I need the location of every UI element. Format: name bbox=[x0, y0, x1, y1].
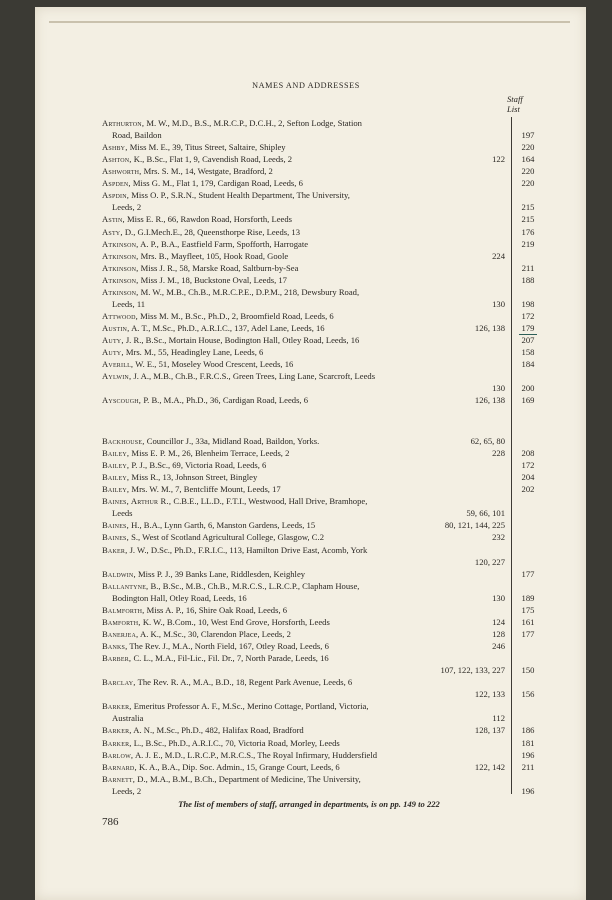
entry-surname: Barker, bbox=[102, 725, 132, 736]
entry-details: Mrs. S. M., 14, Westgate, Bradford, 2 bbox=[141, 166, 273, 177]
entry-line bbox=[102, 447, 505, 459]
entry-line bbox=[102, 358, 505, 370]
staff-list-ref bbox=[511, 761, 545, 773]
entry-line bbox=[102, 737, 505, 749]
staff-list-ref bbox=[511, 129, 545, 141]
staff-page: 196 bbox=[521, 785, 535, 796]
entry-line bbox=[102, 676, 505, 688]
entry-surname: Baines, bbox=[102, 532, 129, 543]
staff-page: 207 bbox=[521, 335, 535, 346]
staff-list-ref bbox=[511, 274, 545, 286]
staff-list-ref bbox=[511, 141, 545, 153]
entry-surname: Barlow, bbox=[102, 749, 134, 760]
entry-surname: Barnard, bbox=[102, 761, 137, 772]
index-entry bbox=[102, 495, 505, 519]
entry-page-refs: 224 bbox=[492, 250, 505, 261]
entry-line bbox=[102, 761, 505, 773]
index-entry bbox=[102, 117, 505, 141]
entry-details: Miss R., 13, Johnson Street, Bingley bbox=[129, 472, 258, 483]
entry-details: Mrs. W. M., 7, Bentcliffe Mount, Leeds, 17 bbox=[129, 484, 281, 495]
index-entry bbox=[102, 628, 505, 640]
entry-page-refs: 126, 138 bbox=[474, 323, 505, 334]
entry-line bbox=[102, 471, 505, 483]
staff-list-ref bbox=[511, 737, 545, 749]
entry-surname: Astin, bbox=[102, 214, 125, 225]
index-entry bbox=[102, 616, 505, 628]
entry-details: M. W., M.B., Ch.B., M.R.C.P.E., D.P.M., 218, Dewsbury Road, bbox=[138, 286, 360, 297]
staff-page: 211 bbox=[521, 262, 535, 273]
entry-details: A. J. E., M.D., L.R.C.P., M.R.C.S., The Royal Infirmary, Huddersfield bbox=[133, 749, 378, 760]
index-entry bbox=[102, 238, 505, 250]
entry-surname: Barber, bbox=[102, 653, 132, 664]
page-header: NAMES AND ADDRESSES bbox=[252, 81, 360, 90]
staff-list-ref bbox=[511, 322, 545, 335]
staff-page: 158 bbox=[521, 347, 535, 358]
entry-page-refs: 112 bbox=[492, 713, 505, 724]
staff-page: 179 bbox=[519, 322, 538, 335]
entry-surname: Backhouse, bbox=[102, 436, 145, 446]
staff-list-ref bbox=[511, 382, 545, 394]
entry-page-refs: 228 bbox=[492, 448, 505, 459]
entry-line bbox=[102, 346, 505, 358]
index-entry bbox=[102, 604, 505, 616]
staff-list-ref bbox=[511, 153, 545, 165]
staff-list-ref bbox=[511, 213, 545, 225]
entry-surname: Atkinson, bbox=[102, 262, 139, 273]
staff-page: 177 bbox=[521, 628, 535, 639]
staff-list-ref bbox=[511, 177, 545, 189]
staff-page: 197 bbox=[521, 130, 535, 140]
entry-line bbox=[102, 262, 505, 274]
entry-page-refs: 62, 65, 80 bbox=[470, 436, 505, 446]
entry-line bbox=[102, 640, 505, 652]
staff-page: 208 bbox=[521, 448, 535, 459]
index-entry bbox=[102, 640, 505, 652]
entry-page-refs: 232 bbox=[492, 532, 505, 543]
entry-line bbox=[102, 724, 505, 736]
staff-list-ref bbox=[511, 358, 545, 370]
entry-details: Miss M. E., 39, Titus Street, Saltaire, Shipley bbox=[127, 142, 286, 153]
entry-line bbox=[102, 213, 505, 225]
entry-surname: Aspdin, bbox=[102, 190, 130, 201]
index-entry bbox=[102, 773, 505, 797]
entry-line bbox=[102, 165, 505, 177]
entry-surname: Bamforth, bbox=[102, 616, 141, 627]
footer-note: The list of members of staff, arranged in departments, is on pp. 149 to 222 bbox=[178, 799, 440, 809]
index-entry bbox=[102, 568, 505, 580]
staff-page: 211 bbox=[521, 761, 535, 772]
entry-details: Councillor J., 33a, Midland Road, Baildon, Yorks. bbox=[144, 436, 320, 446]
entry-continuation: Australia bbox=[112, 713, 144, 724]
entry-line bbox=[102, 531, 505, 543]
staff-page: 181 bbox=[521, 737, 535, 748]
entry-details: P. J., B.Sc., 69, Victoria Road, Leeds, 6 bbox=[129, 460, 267, 471]
entry-line bbox=[102, 749, 505, 761]
staff-page: 161 bbox=[521, 616, 535, 627]
index-entry bbox=[102, 310, 505, 322]
entry-details: Miss G. M., Flat 1, 179, Cardigan Road, Leeds, 6 bbox=[130, 178, 303, 189]
entry-details: B., B.Sc., M.B., Ch.B., M.R.C.S., L.R.C.P., Clapham House, bbox=[148, 580, 360, 591]
staff-list-ref bbox=[511, 785, 545, 797]
entry-surname: Arthurton, bbox=[102, 118, 145, 128]
entry-page-refs: 126, 138 bbox=[474, 395, 505, 406]
entry-surname: Ashby, bbox=[102, 142, 128, 153]
entry-surname: Banks, bbox=[102, 641, 128, 652]
index-entry bbox=[102, 471, 505, 483]
entry-page-refs: 122, 142 bbox=[474, 761, 505, 772]
staff-list-ref bbox=[511, 310, 545, 322]
index-entry bbox=[102, 262, 505, 274]
staff-list-ref bbox=[511, 334, 545, 346]
staff-list-ref bbox=[511, 568, 545, 580]
index-entry bbox=[102, 394, 505, 406]
entry-details: Miss O. P., S.R.N., Student Health Department, The University, bbox=[129, 190, 350, 201]
staff-list-ref bbox=[511, 394, 545, 406]
staff-page: 220 bbox=[521, 142, 535, 153]
entry-line bbox=[102, 250, 505, 262]
entry-details: Miss J. R., 58, Marske Road, Saltburn-by-Sea bbox=[138, 262, 299, 273]
entry-line bbox=[102, 568, 505, 580]
entry-details: M. W., M.D., B.S., M.R.C.P., D.C.H., 2, Sefton Lodge, Station bbox=[144, 118, 362, 128]
entry-details: The Rev. R. A., M.A., B.D., 18, Regent Park Avenue, Leeds, 6 bbox=[135, 677, 353, 688]
entry-line bbox=[102, 177, 505, 189]
staff-list-ref bbox=[511, 604, 545, 616]
entry-surname: Bailey, bbox=[102, 448, 130, 459]
entry-details: Mrs. B., Mayfleet, 105, Hook Road, Goole bbox=[138, 250, 289, 261]
entry-details: A. T., M.Sc., Ph.D., A.R.I.C., 137, Adel Lane, Leeds, 16 bbox=[129, 323, 325, 334]
entry-page-refs: 59, 66, 101 bbox=[466, 508, 505, 519]
index-entry bbox=[102, 213, 505, 225]
entry-details: Miss E. P. M., 26, Blenheim Terrace, Leeds, 2 bbox=[129, 448, 290, 459]
staff-page: 220 bbox=[521, 178, 535, 189]
staff-list-ref bbox=[511, 238, 545, 250]
entry-details: L., B.Sc., Ph.D., A.R.I.C., 70, Victoria Road, Morley, Leeds bbox=[131, 737, 340, 748]
index-entry bbox=[102, 700, 505, 724]
entry-surname: Barker, bbox=[102, 701, 132, 712]
index-entry bbox=[102, 519, 505, 531]
entry-details: The Rev. J., M.A., North Field, 167, Otley Road, Leeds, 6 bbox=[127, 641, 329, 652]
entry-page-refs: 128, 137 bbox=[474, 725, 505, 736]
staff-list-ref bbox=[511, 471, 545, 483]
entry-surname: Barker, bbox=[102, 737, 132, 748]
entry-details: S., West of Scotland Agricultural College, Glasgow, C.2 bbox=[128, 532, 324, 543]
entry-line bbox=[102, 141, 505, 153]
entry-line bbox=[102, 435, 505, 447]
entry-continuation: Leeds, 2 bbox=[112, 785, 142, 796]
staff-page: 184 bbox=[521, 359, 535, 370]
staff-list-ref bbox=[511, 298, 545, 310]
entry-continuation: Road, Baildon bbox=[112, 130, 162, 140]
entry-details: Miss P. J., 39 Banks Lane, Riddlesden, Keighley bbox=[135, 568, 306, 579]
entry-page-refs: 128 bbox=[492, 628, 505, 639]
staff-list-ref bbox=[511, 165, 545, 177]
staff-list-ref bbox=[511, 459, 545, 471]
staff-page: 200 bbox=[521, 383, 535, 394]
staff-page: 220 bbox=[521, 166, 535, 177]
staff-page: 176 bbox=[521, 226, 535, 237]
entry-surname: Austin, bbox=[102, 323, 130, 334]
entry-line bbox=[102, 370, 505, 382]
entry-details: Miss M. M., B.Sc., Ph.D., 2, Broomfield Road, Leeds, 6 bbox=[137, 310, 334, 321]
entry-continuation: Leeds, 11 bbox=[112, 298, 146, 309]
staff-list-ref bbox=[511, 664, 545, 676]
entry-line bbox=[102, 322, 505, 334]
entry-details: J. W., D.Sc., Ph.D., F.R.I.C., 113, Hamilton Drive East, Acomb, York bbox=[127, 544, 368, 555]
entry-continuation: Leeds, 2 bbox=[112, 202, 142, 213]
entry-page-refs: 130 bbox=[492, 383, 505, 394]
entry-surname: Aylwin, bbox=[102, 371, 132, 382]
staff-list-ref bbox=[511, 688, 545, 700]
entry-surname: Atkinson, bbox=[102, 286, 139, 297]
entry-line bbox=[102, 189, 505, 201]
entry-page-refs: 124 bbox=[492, 616, 505, 627]
staff-page: 189 bbox=[521, 592, 535, 603]
staff-list-ref bbox=[511, 616, 545, 628]
staff-heading-line2: List bbox=[507, 104, 520, 114]
entry-surname: Atkinson, bbox=[102, 250, 139, 261]
index-entry bbox=[102, 724, 505, 736]
entry-page-refs: 120, 227 bbox=[474, 556, 505, 567]
staff-page: 169 bbox=[521, 395, 535, 406]
entry-line bbox=[102, 628, 505, 640]
entry-details: Miss A. P., 16, Shire Oak Road, Leeds, 6 bbox=[144, 604, 288, 615]
index-entry bbox=[102, 177, 505, 189]
entry-surname: Baines, bbox=[102, 520, 129, 531]
index-entry bbox=[102, 274, 505, 286]
entry-line bbox=[102, 117, 505, 129]
staff-page: 175 bbox=[521, 604, 535, 615]
staff-page: 150 bbox=[521, 665, 535, 676]
entry-surname: Averill, bbox=[102, 359, 134, 370]
entry-line bbox=[102, 495, 505, 507]
staff-page: 215 bbox=[521, 202, 535, 213]
entry-line bbox=[102, 153, 505, 165]
entry-details: J. A., M.B., Ch.B., F.R.C.S., Green Trees, Ling Lane, Scarcroft, Leeds bbox=[131, 371, 376, 382]
entry-line bbox=[102, 286, 505, 298]
entry-details: K. A., B.A., Dip. Soc. Admin., 15, Grange Court, Leeds, 6 bbox=[136, 761, 340, 772]
entry-continuation: Bodington Hall, Otley Road, Leeds, 16 bbox=[112, 592, 247, 603]
entry-surname: Atkinson, bbox=[102, 274, 139, 285]
index-entry bbox=[102, 531, 505, 543]
index-entry bbox=[102, 544, 505, 568]
entry-line bbox=[102, 394, 505, 406]
entry-surname: Ashton, bbox=[102, 154, 132, 165]
staff-page: 172 bbox=[521, 460, 535, 471]
entry-page-refs: 246 bbox=[492, 641, 505, 652]
index-entry bbox=[102, 580, 505, 604]
page-number: 786 bbox=[102, 816, 119, 828]
entry-line bbox=[102, 334, 505, 346]
index-entry bbox=[102, 189, 505, 213]
staff-page: 172 bbox=[521, 310, 535, 321]
index-entry bbox=[102, 153, 505, 165]
staff-list-ref bbox=[511, 447, 545, 459]
staff-page: 177 bbox=[521, 568, 535, 579]
entry-line bbox=[102, 604, 505, 616]
entry-surname: Asty, bbox=[102, 226, 123, 237]
entry-surname: Banerjea, bbox=[102, 628, 139, 639]
entry-details: A. P., B.A., Eastfield Farm, Spofforth, Harrogate bbox=[138, 238, 309, 249]
index-entry bbox=[102, 435, 505, 447]
entry-surname: Auty, bbox=[102, 347, 124, 358]
index-entry bbox=[102, 226, 505, 238]
index-entry bbox=[102, 286, 505, 310]
entry-line bbox=[102, 238, 505, 250]
index-entry bbox=[102, 459, 505, 471]
entry-details: D., G.I.Mech.E., 28, Queensthorpe Rise, Leeds, 13 bbox=[122, 226, 301, 237]
entry-surname: Baker, bbox=[102, 544, 128, 555]
entry-details: Emeritus Professor A. F., M.Sc., Merino Cottage, Portland, Victoria, bbox=[131, 701, 369, 712]
entry-page-refs: 130 bbox=[492, 298, 505, 309]
staff-page: 164 bbox=[521, 154, 535, 165]
index-entry bbox=[102, 652, 505, 676]
entry-surname: Bailey, bbox=[102, 460, 130, 471]
entry-surname: Attwood, bbox=[102, 310, 138, 321]
entry-page-refs: 107, 122, 133, 227 bbox=[440, 665, 505, 676]
entry-surname: Barnett, bbox=[102, 773, 136, 784]
entry-surname: Aspden, bbox=[102, 178, 131, 189]
entry-line bbox=[102, 483, 505, 495]
staff-page: 219 bbox=[521, 238, 535, 249]
entry-page-refs: 122, 133 bbox=[474, 689, 505, 700]
entry-details: H., B.A., Lynn Garth, 6, Manston Gardens, Leeds, 15 bbox=[128, 520, 316, 531]
staff-page: 202 bbox=[521, 484, 535, 495]
staff-list-ref bbox=[511, 749, 545, 761]
entry-details: K. W., B.Com., 10, West End Grove, Horsforth, Leeds bbox=[140, 616, 330, 627]
staff-list-ref bbox=[511, 226, 545, 238]
index-entry bbox=[102, 346, 505, 358]
staff-page: 198 bbox=[521, 298, 535, 309]
staff-list-ref bbox=[511, 628, 545, 640]
staff-list-ref bbox=[511, 592, 545, 604]
entry-line bbox=[102, 310, 505, 322]
entry-line bbox=[102, 773, 505, 785]
staff-list-ref bbox=[511, 346, 545, 358]
entry-surname: Ashworth, bbox=[102, 166, 142, 177]
staff-page: 196 bbox=[521, 749, 535, 760]
entry-details: P. B., M.A., Ph.D., 36, Cardigan Road, Leeds, 6 bbox=[141, 395, 309, 406]
staff-list-ref bbox=[511, 724, 545, 736]
entry-surname: Ballantyne, bbox=[102, 580, 149, 591]
entry-surname: Ayscough, bbox=[102, 395, 142, 406]
entry-line bbox=[102, 544, 505, 556]
index-entry bbox=[102, 370, 505, 394]
index-entry bbox=[102, 334, 505, 346]
staff-list-ref bbox=[511, 262, 545, 274]
entry-details: A. K., M.Sc., 30, Clarendon Place, Leeds, 2 bbox=[138, 628, 291, 639]
entry-details: K., B.Sc., Flat 1, 9, Cavendish Road, Leeds, 2 bbox=[131, 154, 293, 165]
entry-line bbox=[102, 580, 505, 592]
entry-line bbox=[102, 226, 505, 238]
entry-line bbox=[102, 652, 505, 664]
index-entry bbox=[102, 737, 505, 749]
entry-surname: Baines, Arthur R., bbox=[102, 496, 172, 507]
entry-surname: Bailey, bbox=[102, 484, 130, 495]
entry-details: C.B.E., LL.D., F.T.I., Westwood, Hall Drive, Bramhope, bbox=[171, 496, 368, 507]
entry-line bbox=[102, 274, 505, 286]
index-entry bbox=[102, 141, 505, 153]
staff-list-ref bbox=[511, 201, 545, 213]
entry-details: Miss E. R., 66, Rawdon Road, Horsforth, Leeds bbox=[124, 214, 292, 225]
entry-details: A. N., M.Sc., Ph.D., 482, Halifax Road, Bradford bbox=[131, 725, 304, 736]
staff-list-ref bbox=[511, 483, 545, 495]
index-entry bbox=[102, 761, 505, 773]
entry-details: J. R., B.Sc., Mortain House, Bodington Hall, Otley Road, Leeds, 16 bbox=[123, 335, 360, 346]
entry-surname: Barclay, bbox=[102, 677, 136, 688]
staff-page: 186 bbox=[521, 725, 535, 736]
entry-surname: Baldwin, bbox=[102, 568, 136, 579]
entry-details: C. L., M.A., Fil-Lic., Fil. Dr., 7, North Parade, Leeds, 16 bbox=[131, 653, 329, 664]
entry-surname: Balmforth, bbox=[102, 604, 145, 615]
entry-line bbox=[102, 616, 505, 628]
entry-surname: Atkinson, bbox=[102, 238, 139, 249]
staff-page: 215 bbox=[521, 214, 535, 225]
entry-details: W. E., 51, Moseley Wood Crescent, Leeds, 16 bbox=[133, 359, 294, 370]
index-entry bbox=[102, 250, 505, 262]
index-entry bbox=[102, 676, 505, 700]
entry-surname: Auty, bbox=[102, 335, 124, 346]
entry-line bbox=[102, 459, 505, 471]
entry-details: Mrs. M., 55, Headingley Lane, Leeds, 6 bbox=[123, 347, 264, 358]
entry-line bbox=[102, 700, 505, 712]
index-entry bbox=[102, 358, 505, 370]
index-entry bbox=[102, 447, 505, 459]
entry-page-refs: 130 bbox=[492, 592, 505, 603]
staff-page: 156 bbox=[521, 689, 535, 700]
index-entry bbox=[102, 322, 505, 334]
entry-surname: Bailey, bbox=[102, 472, 130, 483]
index-entry bbox=[102, 749, 505, 761]
entry-page-refs: 80, 121, 144, 225 bbox=[444, 520, 505, 531]
entry-continuation: Leeds bbox=[112, 508, 133, 519]
staff-page: 204 bbox=[521, 472, 535, 483]
entry-details: D., M.A., B.M., B.Ch., Department of Medicine, The University, bbox=[135, 773, 361, 784]
index-entry bbox=[102, 165, 505, 177]
staff-heading-line1: Staff bbox=[507, 94, 523, 104]
entry-page-refs: 122 bbox=[492, 154, 505, 165]
entry-details: Miss J. M., 18, Buckstone Oval, Leeds, 17 bbox=[138, 274, 287, 285]
staff-page: 188 bbox=[521, 274, 535, 285]
index-entry bbox=[102, 483, 505, 495]
